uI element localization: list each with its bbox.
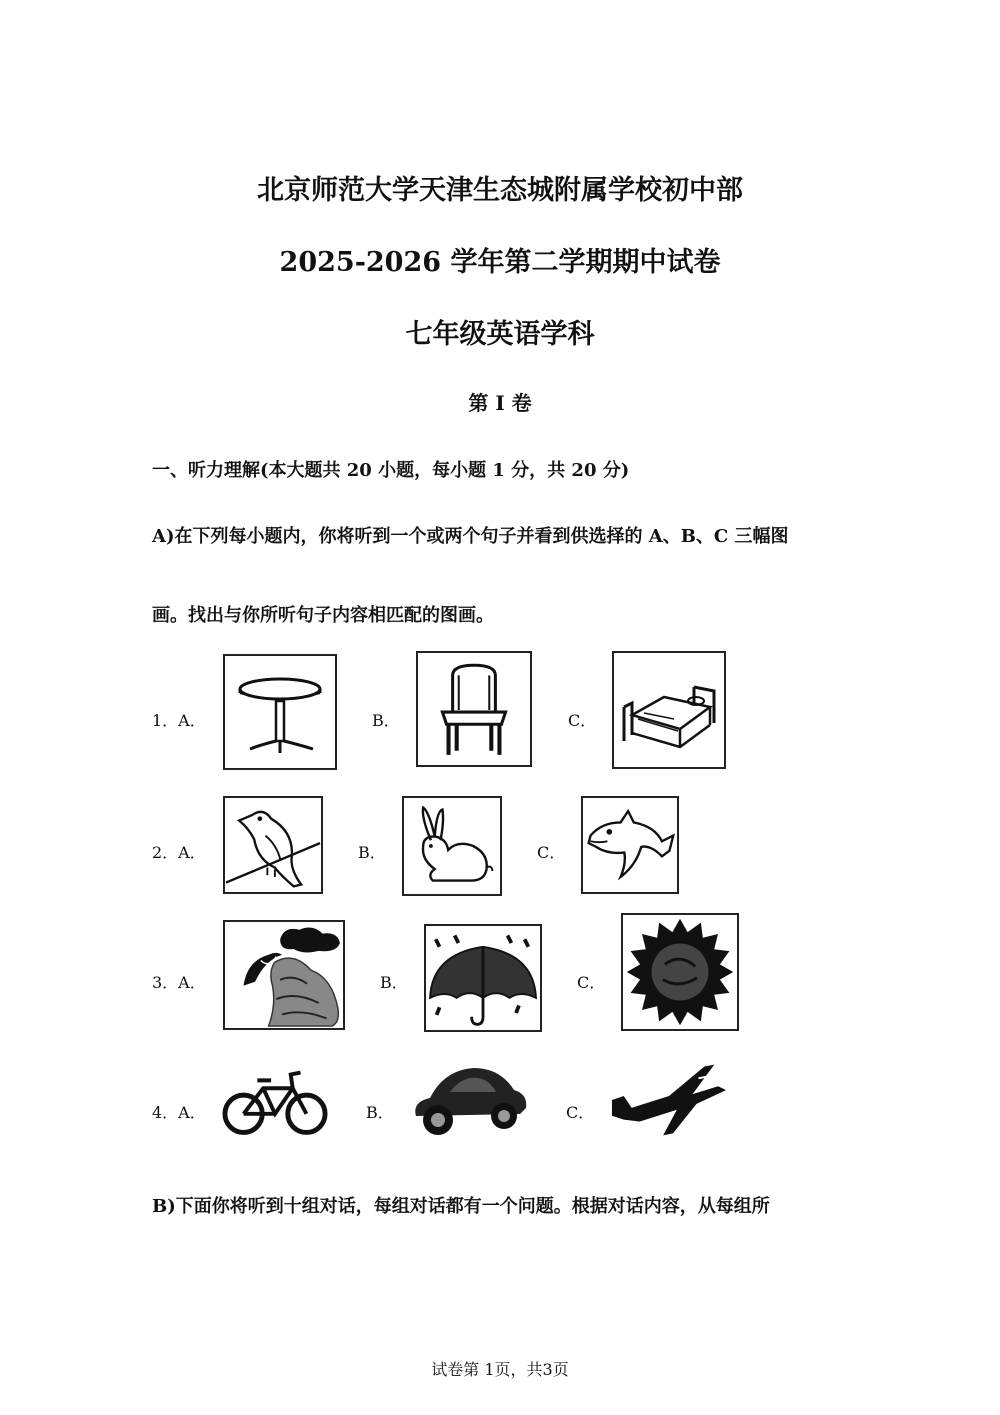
q2-label-c: C．: [537, 843, 566, 862]
sun-icon[interactable]: [621, 913, 739, 1031]
airplane-icon[interactable]: [610, 1058, 728, 1138]
exam-subject: 七年级英语学科: [405, 319, 595, 350]
car-icon[interactable]: [410, 1060, 530, 1140]
q2-label-b: B．: [358, 843, 386, 862]
q4-label-a: 4．A．: [152, 1103, 206, 1122]
exam-term: 2025-2026 学年第二学期期中试卷: [279, 247, 721, 278]
q4-label-c: C．: [566, 1103, 595, 1122]
q4-label-b: B．: [366, 1103, 394, 1122]
q1-label-c: C．: [568, 711, 597, 730]
bicycle-icon[interactable]: [222, 1066, 330, 1138]
part-a-instruction-line2: 画。找出与你所听句子内容相匹配的图画。: [152, 605, 494, 626]
dolphin-icon[interactable]: [581, 796, 679, 894]
q3-label-a: 3．A．: [152, 973, 206, 992]
part-b-instruction-line1: B)下面你将听到十组对话，每组对话都有一个问题。根据对话内容，从每组所: [152, 1196, 770, 1217]
bird-icon[interactable]: [223, 796, 323, 894]
q2-label-a: 2．A．: [152, 843, 206, 862]
umbrella-rain-icon[interactable]: [424, 924, 542, 1032]
wind-icon[interactable]: [223, 920, 345, 1030]
table-icon[interactable]: [223, 654, 337, 770]
section-title: 一、听力理解(本大题共 20 小题，每小题 1 分，共 20 分): [152, 460, 630, 481]
q1-label-b: B．: [372, 711, 400, 730]
volume-label: 第 I 卷: [468, 391, 532, 415]
page-footer: 试卷第 1页，共3页: [431, 1360, 569, 1379]
part-a-instruction-line1: A)在下列每小题内，你将听到一个或两个句子并看到供选择的 A、B、C 三幅图: [152, 526, 789, 547]
q3-label-b: B．: [380, 973, 408, 992]
chair-icon[interactable]: [416, 651, 532, 767]
q3-label-c: C．: [577, 973, 606, 992]
bed-icon[interactable]: [612, 651, 726, 769]
school-name: 北京师范大学天津生态城附属学校初中部: [257, 175, 743, 206]
q1-label-a: 1．A．: [152, 711, 206, 730]
rabbit-icon[interactable]: [402, 796, 502, 896]
